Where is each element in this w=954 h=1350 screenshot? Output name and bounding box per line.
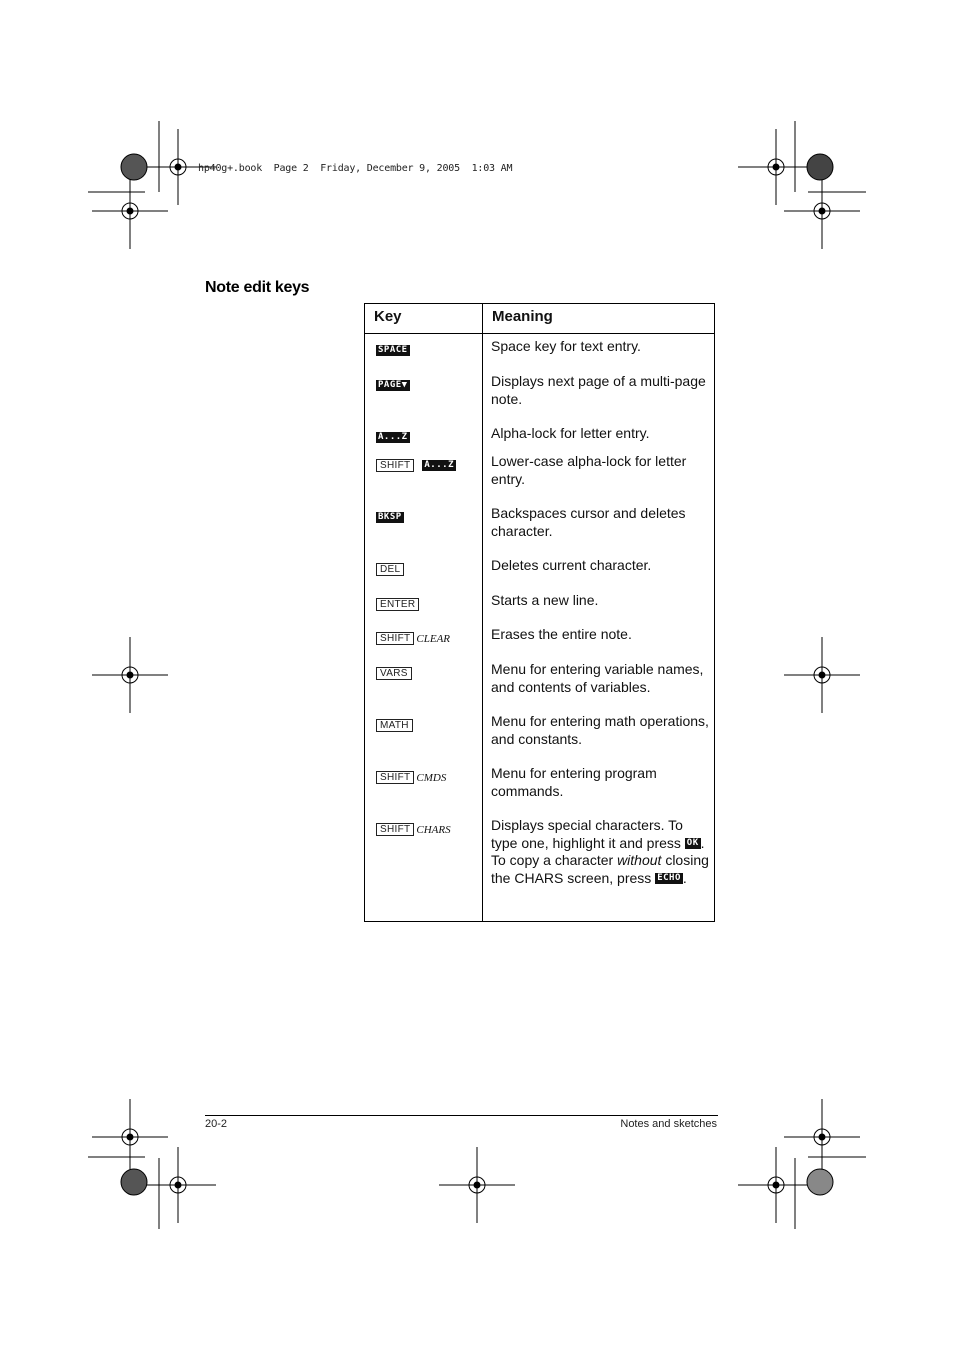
hardkey-label: SHIFT: [376, 459, 414, 472]
meaning-cell: Lower-case alpha-lock for letter entry.: [483, 453, 715, 505]
meaning-cell: Deletes current character.: [483, 557, 715, 592]
meaning-cell: Alpha-lock for letter entry.: [483, 425, 715, 453]
softkey-label: A...Z: [424, 460, 454, 471]
meaning-cell: Space key for text entry.: [483, 334, 715, 374]
key-cell: [365, 626, 483, 661]
meaning-text: Displays special characters. To type one, highlight it and press: [491, 817, 683, 851]
meaning-cell: Menu for entering variable names, and contents of variables.: [483, 661, 715, 713]
meaning-cell: Menu for entering math operations, and constants.: [483, 713, 715, 765]
softkey-label: BKSP: [378, 512, 402, 523]
meaning-cell: Backspaces cursor and deletes character.: [483, 505, 715, 557]
meaning-text: closing the CHARS screen, press: [491, 852, 709, 886]
table-row: [365, 425, 715, 453]
emphasis-text: without: [617, 852, 662, 868]
print-header: hp40g+.book Page 2 Friday, December 9, 2005 1:03 AM: [198, 163, 513, 174]
hardkey-label: SHIFT: [376, 632, 414, 645]
hardkey-label: ENTER: [376, 598, 419, 611]
key-cell: [365, 713, 483, 765]
meaning-text: .: [682, 869, 687, 886]
table-row: [365, 557, 715, 592]
note-edit-keys-table: [364, 303, 715, 922]
column-header-meaning: Meaning: [483, 304, 715, 334]
softkey-label: SPACE: [378, 345, 408, 356]
footer-rule: [205, 1115, 718, 1116]
table-row: [365, 765, 715, 817]
hardkey-label: VARS: [376, 667, 412, 680]
key-cell: [365, 557, 483, 592]
page-number: 20-2: [205, 1118, 228, 1130]
key-cell: [365, 425, 483, 453]
table-row: [365, 334, 715, 374]
key-cell: [365, 765, 483, 817]
meaning-cell: Menu for entering program commands.: [483, 765, 715, 817]
meaning-cell: Starts a new line.: [483, 592, 715, 626]
key-cell: [365, 453, 483, 505]
key-cell: [365, 505, 483, 557]
shifted-function-label: CHARS: [416, 823, 451, 836]
hardkey-label: SHIFT: [376, 771, 414, 784]
softkey-label: A...Z: [378, 432, 408, 443]
shifted-function-label: CLEAR: [416, 632, 451, 645]
key-cell: [365, 661, 483, 713]
table-row: [365, 453, 715, 505]
table-row: [365, 505, 715, 557]
section-title: Note edit keys: [205, 279, 310, 296]
table-row: [365, 817, 715, 922]
column-header-key: Key: [365, 304, 483, 334]
hardkey-label: MATH: [376, 719, 413, 732]
table-header-row: [365, 304, 715, 334]
softkey-label: OK: [686, 838, 699, 849]
table-row: [365, 373, 715, 425]
table-row: [365, 592, 715, 626]
softkey-label: ECHO: [657, 873, 681, 884]
softkey-label: PAGE▼: [378, 380, 408, 391]
meaning-cell: Displays next page of a multi-page note.: [483, 373, 715, 425]
meaning-text: . To copy a character: [491, 834, 705, 868]
key-cell: [365, 373, 483, 425]
chapter-title: Notes and sketches: [620, 1118, 717, 1130]
key-cell: [365, 817, 483, 922]
key-cell: [365, 592, 483, 626]
table-row: [365, 713, 715, 765]
shifted-function-label: CMDS: [416, 771, 447, 784]
key-cell: [365, 334, 483, 374]
hardkey-label: DEL: [376, 563, 404, 576]
table-row: [365, 661, 715, 713]
table-row: [365, 626, 715, 661]
hardkey-label: SHIFT: [376, 823, 414, 836]
meaning-cell: [483, 817, 715, 922]
meaning-cell: Erases the entire note.: [483, 626, 715, 661]
